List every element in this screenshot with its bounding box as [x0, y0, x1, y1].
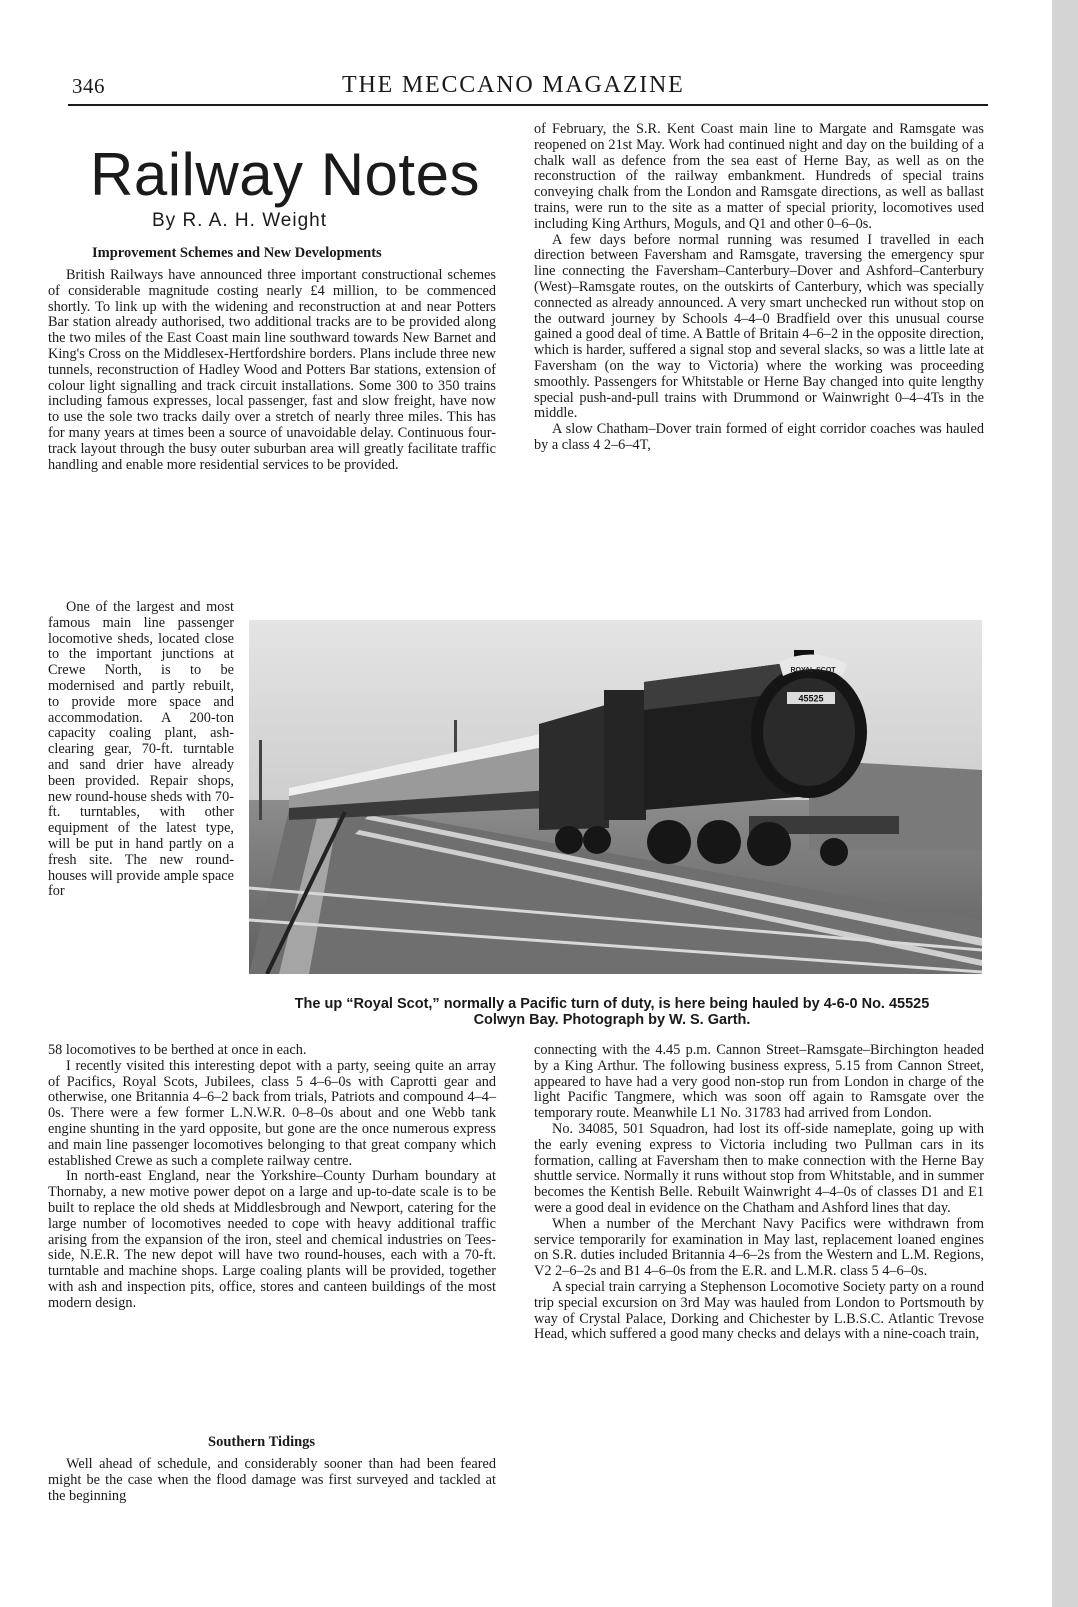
paragraph: In north-east England, near the Yorkshire–County Durham boundary at Thornaby, a new motive power depot on a large and up-to-date scale is to be built to replace the old sheds at Middlesbrough and Newport, catering for the large number of locomotives needed to cope with heavy additional traffic arising from the expansion of the iron, steel and chemical industries on Tees-side, N.E.R. The new depot will have two round-houses, each with a 70-ft. turntable and machine shops. Large coaling plants will be provided, together with ash and inspection pits, office, stores and canteen buildings of the most modern design.	[48, 1168, 496, 1311]
magazine-title: THE MECCANO MAGAZINE	[342, 72, 685, 98]
article-byline: By R. A. H. Weight	[152, 210, 327, 231]
column-left-top	[48, 268, 496, 473]
subheading-southern-tidings: Southern Tidings	[208, 1434, 316, 1450]
column-left-narrow	[48, 600, 234, 900]
paragraph: Well ahead of schedule, and considerably sooner than had been feared might be the case when the flood damage was first surveyed and tackled at the beginning	[48, 1456, 496, 1504]
caption-line: Colwyn Bay. Photograph by W. S. Garth.	[473, 1012, 751, 1028]
column-right-bottom	[534, 1043, 984, 1343]
paragraph: connecting with the 4.45 p.m. Cannon Street–Ramsgate–Birchington headed by a King Arthur. The following business express, 5.15 from Cannon Street, appeared to have had a very good non-stop run from London in charge of the light Pacific Tangmere, which was soon off again to Ramsgate over the temporary route. Meanwhile L1 No. 31783 had arrived from London.	[534, 1042, 984, 1122]
locomotive-headboard: ROYAL SCOT	[790, 667, 836, 674]
article-title: Railway Notes	[90, 141, 480, 208]
caption-line: The up “Royal Scot,” normally a Pacific turn of duty, is here being hauled by 4-6-0 No. 45525	[294, 996, 930, 1012]
paragraph: When a number of the Merchant Navy Pacifics were withdrawn from service temporarily for examination in May last, replacement loaned engines on S.R. duties included Britannia 4–6–2s from the Western and L.M. Regions, V2 2–6–2s and B1 4–6–0s from the E.R. and L.M.R. class 5 4–6–0s.	[534, 1215, 984, 1280]
paragraph: A few days before normal running was resumed I travelled in each direction between Faversham and Ramsgate, traversing the emergency spur line connecting the Faversham–Canterbury–Dover and Ashford–Canterbury (West)–Ramsgate routes, on the outskirts of Canterbury, which was specially connected as already announced. A very smart unchecked run without stop on the outward journey by Schools 4–4–0 Bradfield over this unusual course gained a good deal of time. A Battle of Britain 4–6–2 in the opposite direction, which is harder, suffered a signal stop and several slacks, so was a little late at Faversham (on the way to Victoria) where the working was proceeding smoothly. Passengers for Whitstable or Herne Bay changed into quite lengthy special push-and-pull trains with Drummond or Wainwright 0–4–4Ts in the middle.	[534, 231, 984, 422]
paragraph: British Railways have announced three important constructional schemes of considerable magnitude costing nearly £4 million, to be commenced shortly. To link up with the widening and reconstruction at and near Potters Bar station already authorised, two additional tracks are to be provided along the two miles of the East Coast main line southward towards New Barnet and King's Cross on the Middlesex-Hertfordshire borders. Plans include three new tunnels, reconstruction of Hadley Wood and Potters Bar stations, extension of colour light signalling and track circuit installations. Some 300 to 350 trains including famous expresses, local passenger, fast and slow freight, have now to use the sole two tracks daily over a stretch of nearly three miles. This has for many years at times been a source of unavoidable delay. Continuous four-track layout through the busy outer suburban area will greatly facilitate traffic handling and enable more residential services to be provided.	[48, 267, 496, 473]
column-left-bottom	[48, 1043, 496, 1312]
paragraph: No. 34085, 501 Squadron, had lost its off-side nameplate, going up with the early evening express to Victoria including two Pullman cars in its formation, calling at Faversham then to make connection with the Herne Bay shuttle service. Normally it runs without stop from Whitstable, and in summer becomes the Kentish Belle. Rebuilt Wainwright 4–4–0s of classes D1 and E1 were a good deal in evidence on the Chatham and Ashford lines that day.	[534, 1120, 984, 1216]
paragraph: A slow Chatham–Dover train formed of eight corridor coaches was hauled by a class 4 2–6–4T,	[534, 421, 984, 453]
paragraph: One of the largest and most famous main line passenger locomotive sheds, located close to the important junctions at Crewe North, is to be modernised and partly rebuilt, to provide more space and accommodation. A 200-ton capacity coaling plant, ash-clearing gear, 70-ft. turntable and sand drier have already been provided. Repair shops, new round-house sheds with 70-ft. turntables, with other equipment of the latest type, will be put in hand partly on a fresh site. The new round-houses will provide ample space for	[48, 599, 234, 900]
locomotive-photograph	[249, 620, 982, 974]
column-right-top	[534, 122, 984, 454]
paragraph: 58 locomotives to be berthed at once in each.	[48, 1042, 307, 1058]
paragraph: A special train carrying a Stephenson Locomotive Society party on a round trip special excursion on 3rd May was hauled from London to Portsmouth by way of Crystal Palace, Dorking and Chichester by L.B.S.C. Atlantic Trevose Head, which suffered a good many checks and delays with a nine-coach train,	[534, 1278, 984, 1343]
subheading-improvement-schemes: Improvement Schemes and New Developments	[92, 245, 382, 261]
header-rule	[68, 104, 988, 106]
paragraph: I recently visited this interesting depot with a party, seeing quite an array of Pacifics, Royal Scots, Jubilees, class 5 4–6–0s with Caprotti gear and otherwise, one Britannia 4–6–2 back from trials, Patriots and compound 4–4–0s. There were a few former L.N.W.R. 0–8–0s about and one Webb tank engine shunting in the yard opposite, but gone are the once numerous express and main line passenger locomotives belonging to that great company which established Crewe as such a complete railway centre.	[48, 1057, 496, 1169]
smokebox-number-plate: 45525	[798, 693, 824, 704]
photo-caption	[236, 996, 988, 1028]
page-edge-shadow	[1052, 0, 1078, 1607]
paragraph: of February, the S.R. Kent Coast main line to Margate and Ramsgate was reopened on 21st May. Work had continued night and day on the building of a chalk wall as defence from the sea east of Herne Bay, as well as on the reconstruction of the railway embankment. Hundreds of special trains conveying chalk from the London and Ramsgate directions, as well as ballast trains, were run to the site as a matter of special priority, locomotives used including King Arthurs, Moguls, and Q1 and other 0–6–0s.	[534, 121, 984, 232]
page-number: 346	[72, 74, 105, 98]
column-left-final	[48, 1457, 496, 1504]
